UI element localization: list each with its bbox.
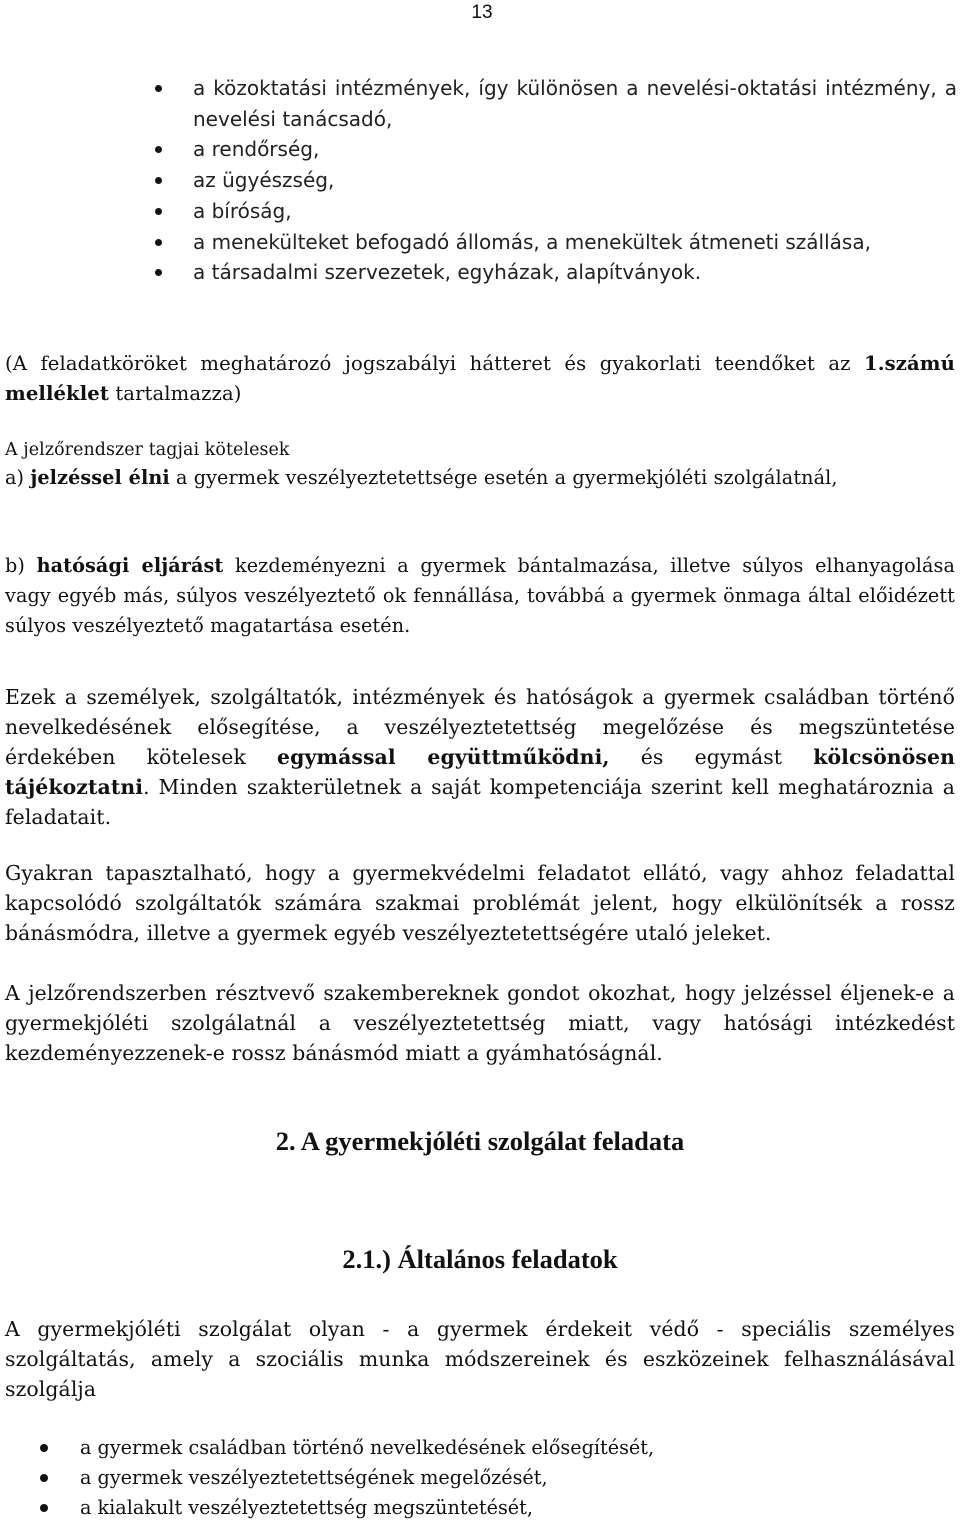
list-item: a társadalmi szervezetek, egyházak, alapítványok. <box>152 257 957 288</box>
cooperation-text: Ezek a személyek, szolgáltatók, intézmények és hatóságok a gyermek családban történő nevelkedésének elősegítése, a veszélyeztetettség megelőzése és megszüntetése érdekében kötelesek <box>5 685 955 769</box>
obligation-a <box>5 463 955 493</box>
jelzorendszer-paragraph: A jelzőrendszerben résztvevő szakembereknek gondot okozhat, hogy jelzéssel éljenek-e a gyermekjóléti szolgálatnál a veszélyeztetettség miatt, vagy hatósági intézkedést kezdeményezzenek-e rossz bánásmód miatt a gyámhatóságnál. <box>5 981 955 1065</box>
obligation-b-bold: hatósági eljárást <box>36 554 224 577</box>
definition-paragraph: A gyermekjóléti szolgálat olyan - a gyermek érdekeit védő - speciális személyes szolgáltatás, amely a szociális munka módszereinek és eszközeinek felhasználásával szolgálja <box>5 1317 955 1401</box>
reference-annex: 1.számú melléklet <box>5 352 955 405</box>
list-item: a közoktatási intézmények, így különösen a nevelési-oktatási intézmény, a nevelési tanácsadó, <box>152 73 957 134</box>
obligation-a-prefix: a) <box>5 466 31 489</box>
cooperation-text-3: . Minden szakterületnek a saját kompetenciája szerint kell meghatároznia a feladatait. <box>5 775 955 829</box>
reference-text: (A feladatköröket meghatározó jogszabályi hátteret és gyakorlati teendőket az <box>5 352 864 375</box>
service-goals-list <box>40 1433 940 1523</box>
obligation-a-bold: jelzéssel élni <box>30 466 170 489</box>
cooperation-text-2: és egymást <box>609 745 814 769</box>
list-item: a kialakult veszélyeztetettség megszüntetését, <box>40 1493 940 1523</box>
institution-list <box>152 73 957 288</box>
list-item: a gyermek veszélyeztetettségének megelőzését, <box>40 1463 940 1493</box>
obligation-a-text: a gyermek veszélyeztetettsége esetén a gyermekjóléti szolgálatnál, <box>169 466 838 489</box>
jelzorendszer-intro: A jelzőrendszer tagjai kötelesek <box>5 440 290 460</box>
gyakran-paragraph: Gyakran tapasztalható, hogy a gyermekvédelmi feladatot ellátó, vagy ahhoz feladattal kapcsolódó szolgáltatók számára szakmai problémát jelent, hogy elkülönítsék a rossz bánásmódra, illetve a gyermek egyéb veszélyeztetettségére utaló jeleket. <box>5 861 955 945</box>
list-item: a gyermek családban történő nevelkedésének elősegítését, <box>40 1433 940 1463</box>
reference-text-end: tartalmazza) <box>109 382 242 405</box>
cooperation-bold-1: egymással együttműködni, <box>277 745 610 769</box>
section-heading-2: 2. A gyermekjóléti szolgálat feladata <box>275 1126 685 1156</box>
list-item: a menekülteket befogadó állomás, a menekültek átmeneti szállása, <box>152 227 957 258</box>
list-item: az ügyészség, <box>152 165 957 196</box>
obligation-b <box>5 551 955 641</box>
cooperation-paragraph <box>5 682 955 832</box>
section-heading-2-1: 2.1.) Általános feladatok <box>342 1244 618 1274</box>
page-number: 13 <box>471 2 493 23</box>
obligation-b-text: kezdeményezni a gyermek bántalmazása, illetve súlyos elhanyagolása vagy egyéb más, súlyos veszélyeztető ok fennállása, továbbá a gyermek önmaga által előidézett súlyos veszélyeztető magatartása esetén. <box>5 554 955 637</box>
obligation-b-prefix: b) <box>5 554 37 577</box>
list-item: a rendőrség, <box>152 134 957 165</box>
reference-paragraph <box>5 349 955 409</box>
cooperation-bold-2: kölcsönösen tájékoztatni <box>5 745 955 799</box>
list-item: a bíróság, <box>152 196 957 227</box>
